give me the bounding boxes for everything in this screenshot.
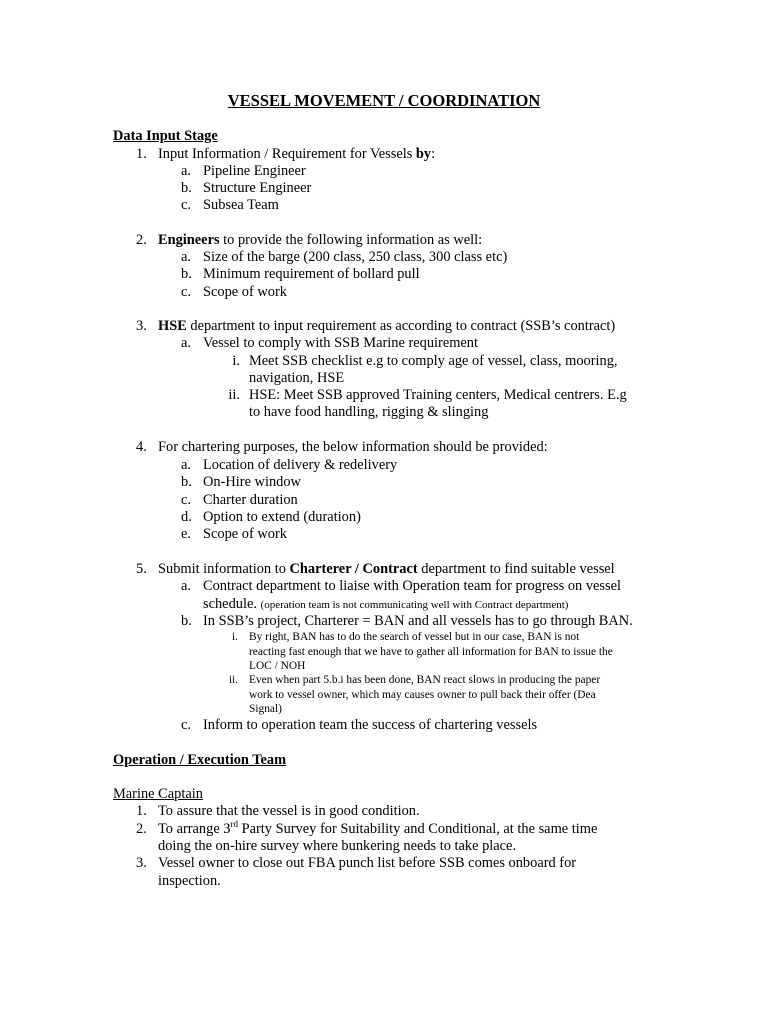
sub-label: a. xyxy=(181,578,191,594)
document-title: VESSEL MOVEMENT / COORDINATION xyxy=(227,91,541,110)
sub-label: a. xyxy=(181,335,191,351)
roman-label: ii. xyxy=(228,387,240,403)
list-item-text: Vessel owner to close out FBA punch list before SSB comes onboard for xyxy=(158,855,577,871)
sub-label: c. xyxy=(181,492,191,508)
list-number: 5. xyxy=(136,561,147,577)
sub-item-text: Structure Engineer xyxy=(203,180,312,196)
sub-item-text: Charter duration xyxy=(203,492,298,508)
roman-label: i. xyxy=(232,353,240,369)
roman-item-text: Meet SSB checklist e.g to comply age of vessel, class, mooring, xyxy=(249,353,618,369)
list-item-text: Input Information / Requirement for Vessels by: xyxy=(158,146,436,162)
roman-label: i. xyxy=(231,631,238,643)
sub-item-text: Size of the barge (200 class, 250 class, 300 class etc) xyxy=(203,249,508,265)
sub-label: d. xyxy=(181,509,192,525)
section-heading-operation: Operation / Execution Team xyxy=(113,752,287,768)
roman-item-text: LOC / NOH xyxy=(249,660,306,672)
sub-label: c. xyxy=(181,284,191,300)
sub-item-text: Scope of work xyxy=(203,284,287,300)
roman-item-text: Even when part 5.b.i has been done, BAN react slows in producing the paper xyxy=(249,674,601,686)
sub-label: a. xyxy=(181,163,191,179)
roman-label: ii. xyxy=(228,674,238,686)
sub-item-text: schedule. (operation team is not communicating well with Contract department) xyxy=(203,596,569,612)
sub-item-text: Contract department to liaise with Operation team for progress on vessel xyxy=(203,578,622,594)
subsection-heading-marine-captain: Marine Captain xyxy=(113,786,203,802)
sub-item-text: Vessel to comply with SSB Marine requirement xyxy=(203,335,478,351)
sub-item-note: (operation team is not communicating well with Contract department) xyxy=(260,599,569,611)
sub-item-text: Minimum requirement of bollard pull xyxy=(203,266,420,282)
sub-item-text: On-Hire window xyxy=(203,474,301,490)
sub-label: c. xyxy=(181,717,191,733)
sub-item-text: Inform to operation team the success of chartering vessels xyxy=(203,717,538,733)
list-item-text: HSE department to input requirement as according to contract (SSB’s contract) xyxy=(158,318,616,334)
roman-item-text: reacting fast enough that we have to gather all information for BAN to issue the xyxy=(249,646,613,658)
list-number: 2. xyxy=(136,232,147,248)
sub-label: e. xyxy=(181,526,191,542)
roman-item-text: Signal) xyxy=(249,703,282,715)
sub-item-text: In SSB’s project, Charterer = BAN and all vessels has to go through BAN. xyxy=(203,613,633,629)
list-number: 3. xyxy=(136,855,147,871)
sub-item-text: Subsea Team xyxy=(203,197,279,213)
list-item-text: inspection. xyxy=(158,873,221,889)
list-number: 2. xyxy=(136,821,147,837)
sub-item-text: Pipeline Engineer xyxy=(203,163,306,179)
roman-item-text: work to vessel owner, which may causes owner to pull back their offer (Dea xyxy=(249,689,596,701)
roman-item-text: navigation, HSE xyxy=(249,370,345,386)
sub-item-text: Scope of work xyxy=(203,526,287,542)
sub-label: b. xyxy=(181,613,192,629)
list-item-text: Submit information to Charterer / Contract department to find suitable vessel xyxy=(158,561,615,577)
list-number: 1. xyxy=(136,803,147,819)
list-number: 4. xyxy=(136,439,147,455)
sub-item-text: Location of delivery & redelivery xyxy=(203,457,398,473)
sub-item-text: Option to extend (duration) xyxy=(203,509,361,525)
sub-label: a. xyxy=(181,457,191,473)
sub-label: a. xyxy=(181,249,191,265)
sub-label: c. xyxy=(181,197,191,213)
list-item-text: Engineers to provide the following information as well: xyxy=(158,232,483,248)
list-item-text: To assure that the vessel is in good condition. xyxy=(158,803,420,819)
sub-label: b. xyxy=(181,266,192,282)
list-item-text: doing the on-hire survey where bunkering needs to take place. xyxy=(158,838,517,854)
sub-label: b. xyxy=(181,474,192,490)
list-number: 3. xyxy=(136,318,147,334)
list-number: 1. xyxy=(136,146,147,162)
roman-item-text: By right, BAN has to do the search of vessel but in our case, BAN is not xyxy=(249,631,580,643)
roman-item-text: to have food handling, rigging & slinging xyxy=(249,404,489,420)
sub-label: b. xyxy=(181,180,192,196)
list-item-text: To arrange 3rd Party Survey for Suitability and Conditional, at the same time xyxy=(158,819,598,837)
roman-item-text: HSE: Meet SSB approved Training centers, Medical centrers. E.g xyxy=(249,387,627,403)
list-item-text: For chartering purposes, the below information should be provided: xyxy=(158,439,548,455)
section-heading-data-input: Data Input Stage xyxy=(113,128,218,144)
